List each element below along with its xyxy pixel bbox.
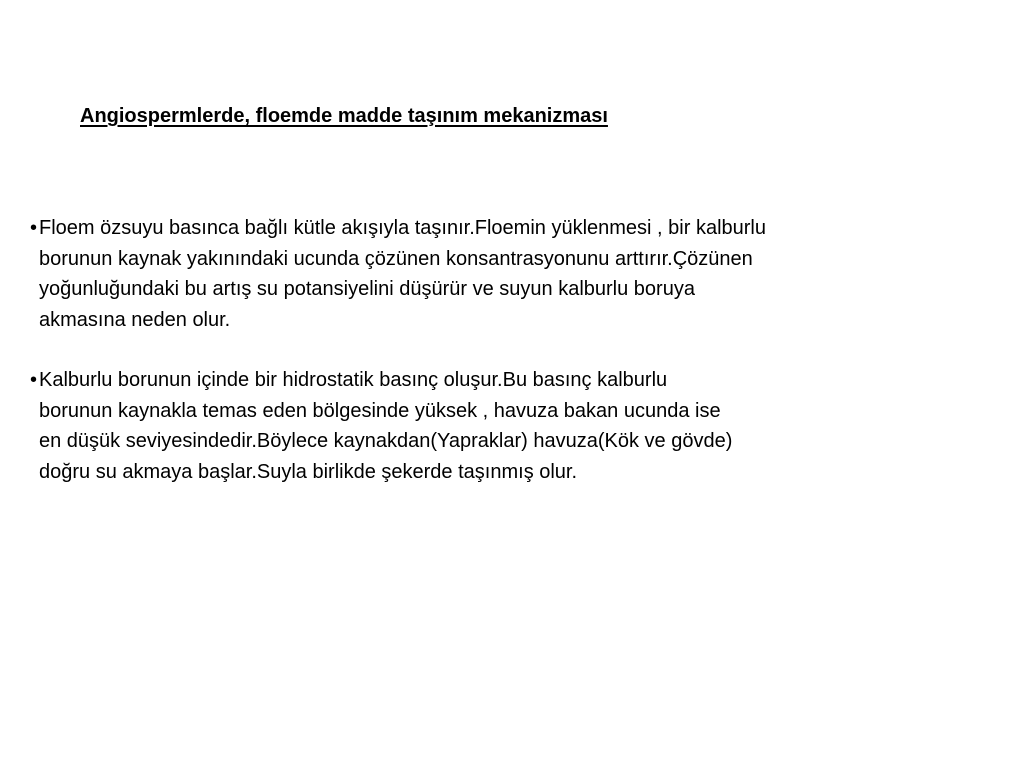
bullet-dot-icon: • [30,217,38,239]
bullet-text-line: doğru su akmaya başlar.Suyla birlikde şekerde taşınmış olur. [39,460,578,483]
bullet-text-line: Kalburlu borunun içinde bir hidrostatik basınç oluşur.Bu basınç kalburlu [39,369,668,391]
bullet-text-line: en düşük seviyesindedir.Böylece kaynakdan(Yapraklar) havuza(Kök ve gövde) [39,430,733,452]
bullet-text-line: akmasına neden olur. [39,308,231,331]
bullet-list [30,213,1010,517]
bullet-text-line: Floem özsuyu basınca bağlı kütle akışıyla taşınır.Floemin yüklenmesi , bir kalburlu [39,217,766,239]
slide-title: Angiospermlerde, floemde madde taşınım mekanizması [80,105,608,127]
bullet-item [30,365,1010,487]
bullet-text-line: borunun kaynakla temas eden bölgesinde yüksek , havuza bakan ucunda ise [39,399,721,422]
bullet-dot-icon: • [30,369,38,391]
bullet-text-line: borunun kaynak yakınındaki ucunda çözünen konsantrasyonunu arttırır.Çözünen [39,247,753,270]
bullet-text-line: yoğunluğundaki bu artış su potansiyelini düşürür ve suyun kalburlu boruya [39,278,695,300]
bullet-item [30,213,1010,335]
